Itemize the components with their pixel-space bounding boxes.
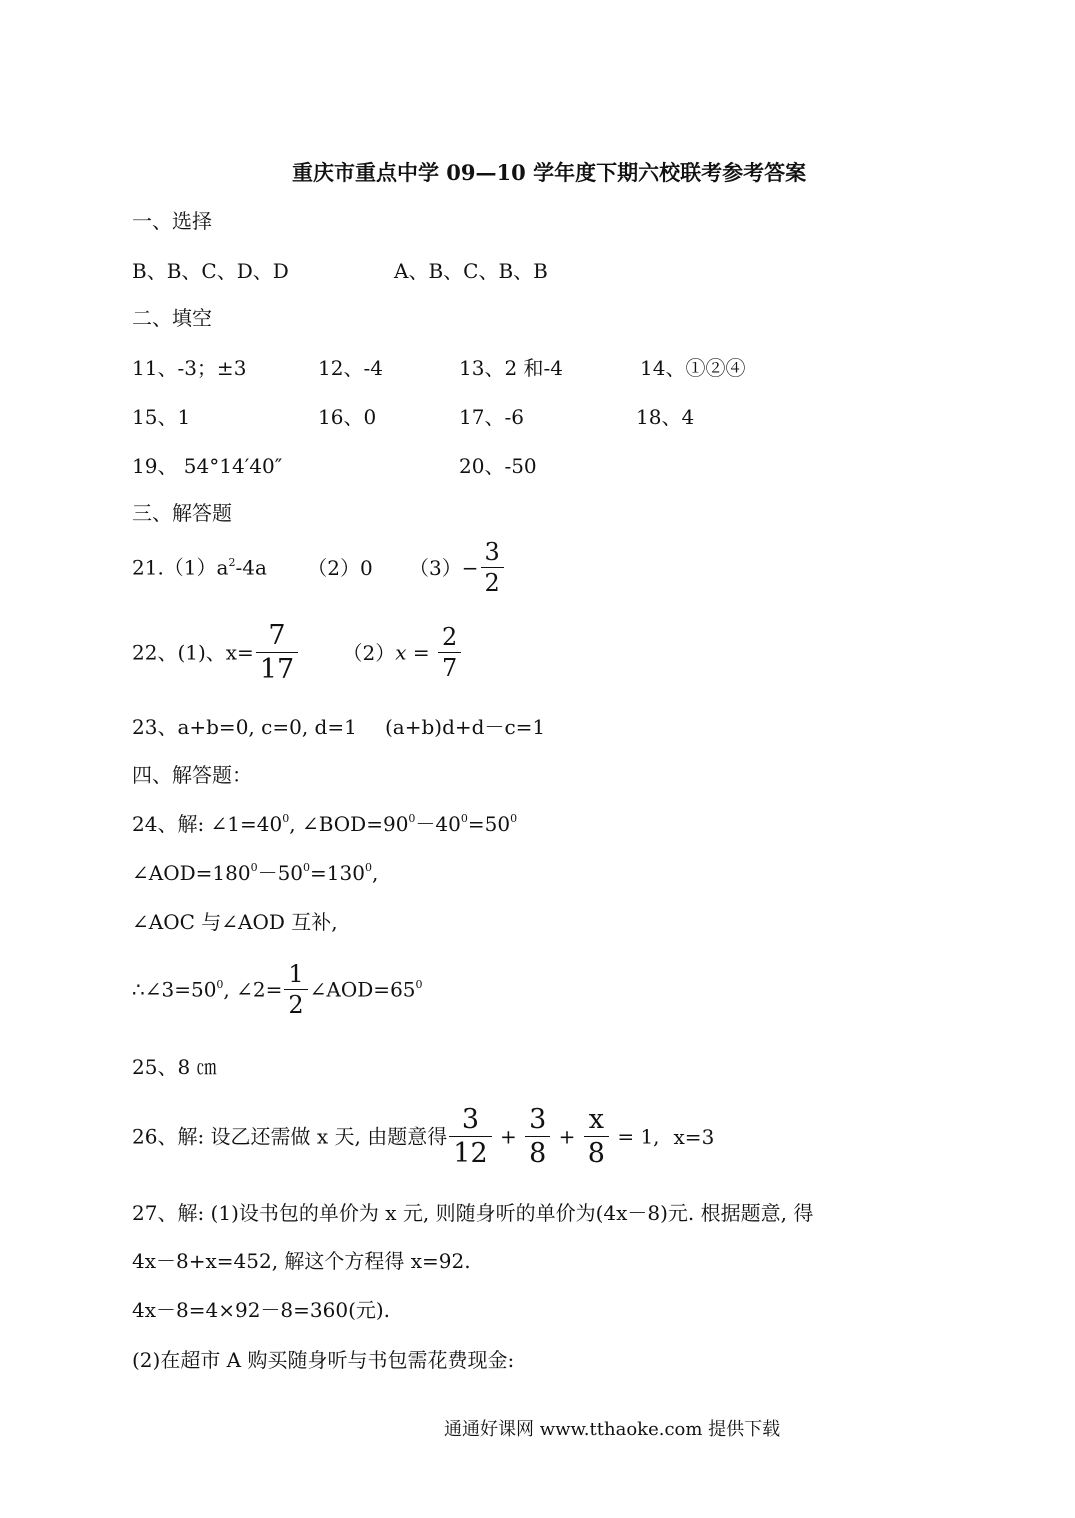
answer-21-part1: 21.（1）a <box>132 555 229 580</box>
fraction: $\frac{x}{8}$ <box>584 1106 609 1167</box>
fraction: $\frac{2}{7}$ <box>438 625 461 680</box>
choice-answers-1-5: B、B、C、D、D <box>132 259 289 283</box>
variable: x <box>395 640 407 665</box>
answer-27-line4: (2)在超市 A 购买随身听与书包需花费现金: <box>132 1348 515 1372</box>
answer-13: 13、2 和-4 <box>459 356 564 380</box>
answer-16: 16、0 <box>318 405 377 429</box>
answer-22-part2: （2） <box>342 640 396 665</box>
answer-19: 19、 54°14′40″ <box>132 454 283 478</box>
answer-24-line1: 24、解: $\angle 1=40^0$, $\angle BOD=90^0-40^0=50^0$ <box>132 812 518 836</box>
answer-26: 26、解: 设乙还需做 x 天, 由题意得 $\frac{3}{12}$ + $\frac{3}{8}$ + $\frac{x}{8}$ = 1, x=3 <box>132 1104 715 1169</box>
answer-21 <box>132 540 506 595</box>
answer-15: 15、1 <box>132 405 191 429</box>
answer-27-line1: 27、解: (1)设书包的单价为 x 元, 则随身听的单价为(4x－8)元. 根据题意, 得 <box>132 1201 814 1225</box>
exponent: 2 <box>228 556 236 569</box>
answer-11: 11、-3；±3 <box>132 356 247 380</box>
answer-21-part1-tail: -4a <box>235 555 267 580</box>
answer-23a: 23、a+b=0, c=0, d=1 <box>132 715 357 739</box>
answer-27-line2: 4x－8+x=452, 解这个方程得 x=92. <box>132 1249 471 1273</box>
fraction: $\frac{3}{12}$ <box>449 1106 491 1167</box>
answer-25: 25、8 ㎝ <box>132 1055 217 1079</box>
fraction: $\frac{7}{17}$ <box>256 622 298 683</box>
section-heading-solve-2: 四、解答题： <box>132 763 252 787</box>
answer-24-line3: ∠AOC 与∠AOD 互补, <box>132 910 338 934</box>
answer-21-part3: （3）− <box>409 555 479 580</box>
answer-12: 12、-4 <box>318 356 383 380</box>
answer-18: 18、4 <box>636 405 695 429</box>
answer-23b: (a+b)d+d－c=1 <box>385 715 546 739</box>
answer-22-part1: 22、(1)、x= <box>132 640 254 665</box>
answer-14: 14、①②④ <box>640 356 746 380</box>
choice-answers-6-10: A、B、C、B、B <box>394 259 548 283</box>
answer-24-line2: $\angle AOD=180^0-50^0=130^0$, <box>132 861 379 885</box>
answer-17: 17、-6 <box>459 405 524 429</box>
fraction: $\frac{3}{2}$ <box>481 540 504 595</box>
section-heading-fill: 二、填空 <box>132 306 212 330</box>
section-heading-solve: 三、解答题 <box>132 501 232 525</box>
fraction: $\frac{3}{8}$ <box>525 1106 550 1167</box>
page-title: 重庆市重点中学 09—10 学年度下期六校联考参考答案 <box>292 160 807 185</box>
answer-22 <box>132 622 463 683</box>
footer-text: 通通好课网 www.tthaoke.com 提供下载 <box>444 1419 781 1440</box>
equals-sign: = <box>406 640 437 665</box>
answer-20: 20、-50 <box>459 454 537 478</box>
answer-24-line4: $\therefore\angle 3=50^0$, ∠2= $\frac{1}{2}$ $\angle AOD=65^0$ <box>132 960 423 1019</box>
answer-27-line3: 4x－8=4×92－8=360(元). <box>132 1298 391 1322</box>
fraction: $\frac{1}{2}$ <box>284 962 307 1017</box>
section-heading-choice: 一、选择 <box>132 209 212 233</box>
answer-21-part2: （2）0 <box>307 555 373 580</box>
